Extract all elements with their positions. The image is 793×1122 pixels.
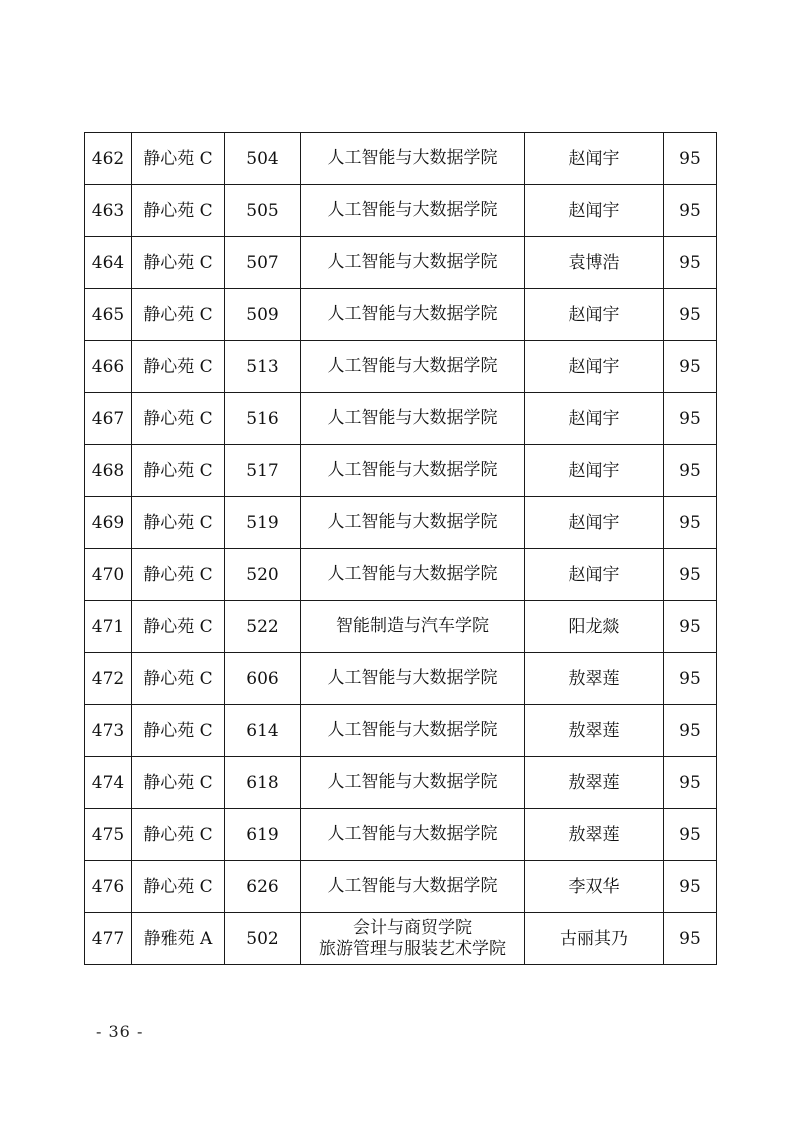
building-cell: 静心苑 C	[132, 601, 225, 653]
row-number-cell: 467	[85, 393, 132, 445]
row-number-cell: 470	[85, 549, 132, 601]
college-name: 人工智能与大数据学院	[327, 304, 498, 324]
score-cell: 95	[664, 705, 717, 757]
score-cell: 95	[664, 133, 717, 185]
college-cell	[301, 705, 525, 757]
college-cell	[301, 861, 525, 913]
counselor-cell: 阳龙燚	[525, 601, 664, 653]
counselor-cell: 赵闻宇	[525, 185, 664, 237]
row-number-cell: 477	[85, 913, 132, 965]
room-number-cell: 519	[225, 497, 301, 549]
counselor-cell: 赵闻宇	[525, 289, 664, 341]
table-row	[85, 497, 717, 549]
college-name: 人工智能与大数据学院	[327, 460, 498, 480]
room-number-cell: 619	[225, 809, 301, 861]
table-row	[85, 653, 717, 705]
room-number-cell: 520	[225, 549, 301, 601]
counselor-cell: 李双华	[525, 861, 664, 913]
college-name: 人工智能与大数据学院	[327, 512, 498, 532]
building-cell: 静雅苑 A	[132, 913, 225, 965]
table-row	[85, 705, 717, 757]
college-cell	[301, 237, 525, 289]
score-cell: 95	[664, 861, 717, 913]
college-name: 人工智能与大数据学院	[327, 408, 498, 428]
counselor-cell: 赵闻宇	[525, 341, 664, 393]
college-cell	[301, 289, 525, 341]
table-row	[85, 133, 717, 185]
row-number-cell: 472	[85, 653, 132, 705]
room-number-cell: 507	[225, 237, 301, 289]
score-cell: 95	[664, 757, 717, 809]
row-number-cell: 462	[85, 133, 132, 185]
college-cell	[301, 757, 525, 809]
college-name: 人工智能与大数据学院	[327, 252, 498, 272]
building-cell: 静心苑 C	[132, 237, 225, 289]
college-name: 智能制造与汽车学院	[336, 616, 489, 636]
counselor-cell: 赵闻宇	[525, 393, 664, 445]
row-number-cell: 464	[85, 237, 132, 289]
score-cell: 95	[664, 601, 717, 653]
building-cell: 静心苑 C	[132, 341, 225, 393]
college-name: 人工智能与大数据学院	[327, 148, 498, 168]
row-number-cell: 474	[85, 757, 132, 809]
score-cell: 95	[664, 393, 717, 445]
room-number-cell: 517	[225, 445, 301, 497]
table-row	[85, 809, 717, 861]
counselor-cell: 敖翠莲	[525, 757, 664, 809]
table-row	[85, 393, 717, 445]
score-cell: 95	[664, 341, 717, 393]
room-number-cell: 505	[225, 185, 301, 237]
room-number-cell: 606	[225, 653, 301, 705]
score-cell: 95	[664, 913, 717, 965]
college-cell	[301, 497, 525, 549]
building-cell: 静心苑 C	[132, 757, 225, 809]
college-name: 人工智能与大数据学院	[327, 668, 498, 688]
college-cell	[301, 913, 525, 965]
counselor-cell: 赵闻宇	[525, 133, 664, 185]
row-number-cell: 468	[85, 445, 132, 497]
building-cell: 静心苑 C	[132, 497, 225, 549]
row-number-cell: 476	[85, 861, 132, 913]
college-cell	[301, 809, 525, 861]
college-name: 人工智能与大数据学院	[327, 564, 498, 584]
room-number-cell: 513	[225, 341, 301, 393]
row-number-cell: 473	[85, 705, 132, 757]
building-cell: 静心苑 C	[132, 653, 225, 705]
building-cell: 静心苑 C	[132, 445, 225, 497]
dormitory-score-table	[84, 132, 717, 965]
room-number-cell: 504	[225, 133, 301, 185]
table-row	[85, 237, 717, 289]
college-name: 人工智能与大数据学院	[327, 876, 498, 896]
table-row	[85, 913, 717, 965]
college-cell	[301, 393, 525, 445]
score-cell: 95	[664, 289, 717, 341]
college-name: 人工智能与大数据学院	[327, 824, 498, 844]
row-number-cell: 469	[85, 497, 132, 549]
room-number-cell: 509	[225, 289, 301, 341]
counselor-cell: 赵闻宇	[525, 549, 664, 601]
college-name: 人工智能与大数据学院	[327, 356, 498, 376]
counselor-cell: 赵闻宇	[525, 445, 664, 497]
room-number-cell: 618	[225, 757, 301, 809]
table-row	[85, 289, 717, 341]
counselor-cell: 古丽其乃	[525, 913, 664, 965]
college-name: 人工智能与大数据学院	[327, 720, 498, 740]
college-cell	[301, 133, 525, 185]
building-cell: 静心苑 C	[132, 809, 225, 861]
building-cell: 静心苑 C	[132, 185, 225, 237]
table-row	[85, 549, 717, 601]
table-body	[85, 133, 717, 965]
table-row	[85, 185, 717, 237]
college-name: 人工智能与大数据学院	[327, 200, 498, 220]
counselor-cell: 敖翠莲	[525, 705, 664, 757]
score-cell: 95	[664, 809, 717, 861]
score-cell: 95	[664, 497, 717, 549]
college-cell	[301, 653, 525, 705]
score-cell: 95	[664, 185, 717, 237]
row-number-cell: 466	[85, 341, 132, 393]
college-cell	[301, 601, 525, 653]
table-row	[85, 601, 717, 653]
room-number-cell: 502	[225, 913, 301, 965]
room-number-cell: 522	[225, 601, 301, 653]
counselor-cell: 敖翠莲	[525, 809, 664, 861]
building-cell: 静心苑 C	[132, 289, 225, 341]
page-number: - 36 -	[96, 1022, 144, 1041]
row-number-cell: 475	[85, 809, 132, 861]
college-name: 人工智能与大数据学院	[327, 772, 498, 792]
table-row	[85, 445, 717, 497]
college-cell	[301, 185, 525, 237]
score-cell: 95	[664, 549, 717, 601]
building-cell: 静心苑 C	[132, 861, 225, 913]
room-number-cell: 614	[225, 705, 301, 757]
table-row	[85, 757, 717, 809]
college-cell	[301, 549, 525, 601]
college-cell	[301, 341, 525, 393]
college-name: 会计与商贸学院	[353, 917, 472, 938]
college-name: 旅游管理与服装艺术学院	[319, 938, 506, 959]
row-number-cell: 463	[85, 185, 132, 237]
building-cell: 静心苑 C	[132, 705, 225, 757]
table-row	[85, 341, 717, 393]
counselor-cell: 袁博浩	[525, 237, 664, 289]
room-number-cell: 516	[225, 393, 301, 445]
score-cell: 95	[664, 237, 717, 289]
building-cell: 静心苑 C	[132, 133, 225, 185]
building-cell: 静心苑 C	[132, 549, 225, 601]
building-cell: 静心苑 C	[132, 393, 225, 445]
score-cell: 95	[664, 653, 717, 705]
row-number-cell: 471	[85, 601, 132, 653]
row-number-cell: 465	[85, 289, 132, 341]
counselor-cell: 赵闻宇	[525, 497, 664, 549]
table-row	[85, 861, 717, 913]
room-number-cell: 626	[225, 861, 301, 913]
score-cell: 95	[664, 445, 717, 497]
college-cell	[301, 445, 525, 497]
counselor-cell: 敖翠莲	[525, 653, 664, 705]
